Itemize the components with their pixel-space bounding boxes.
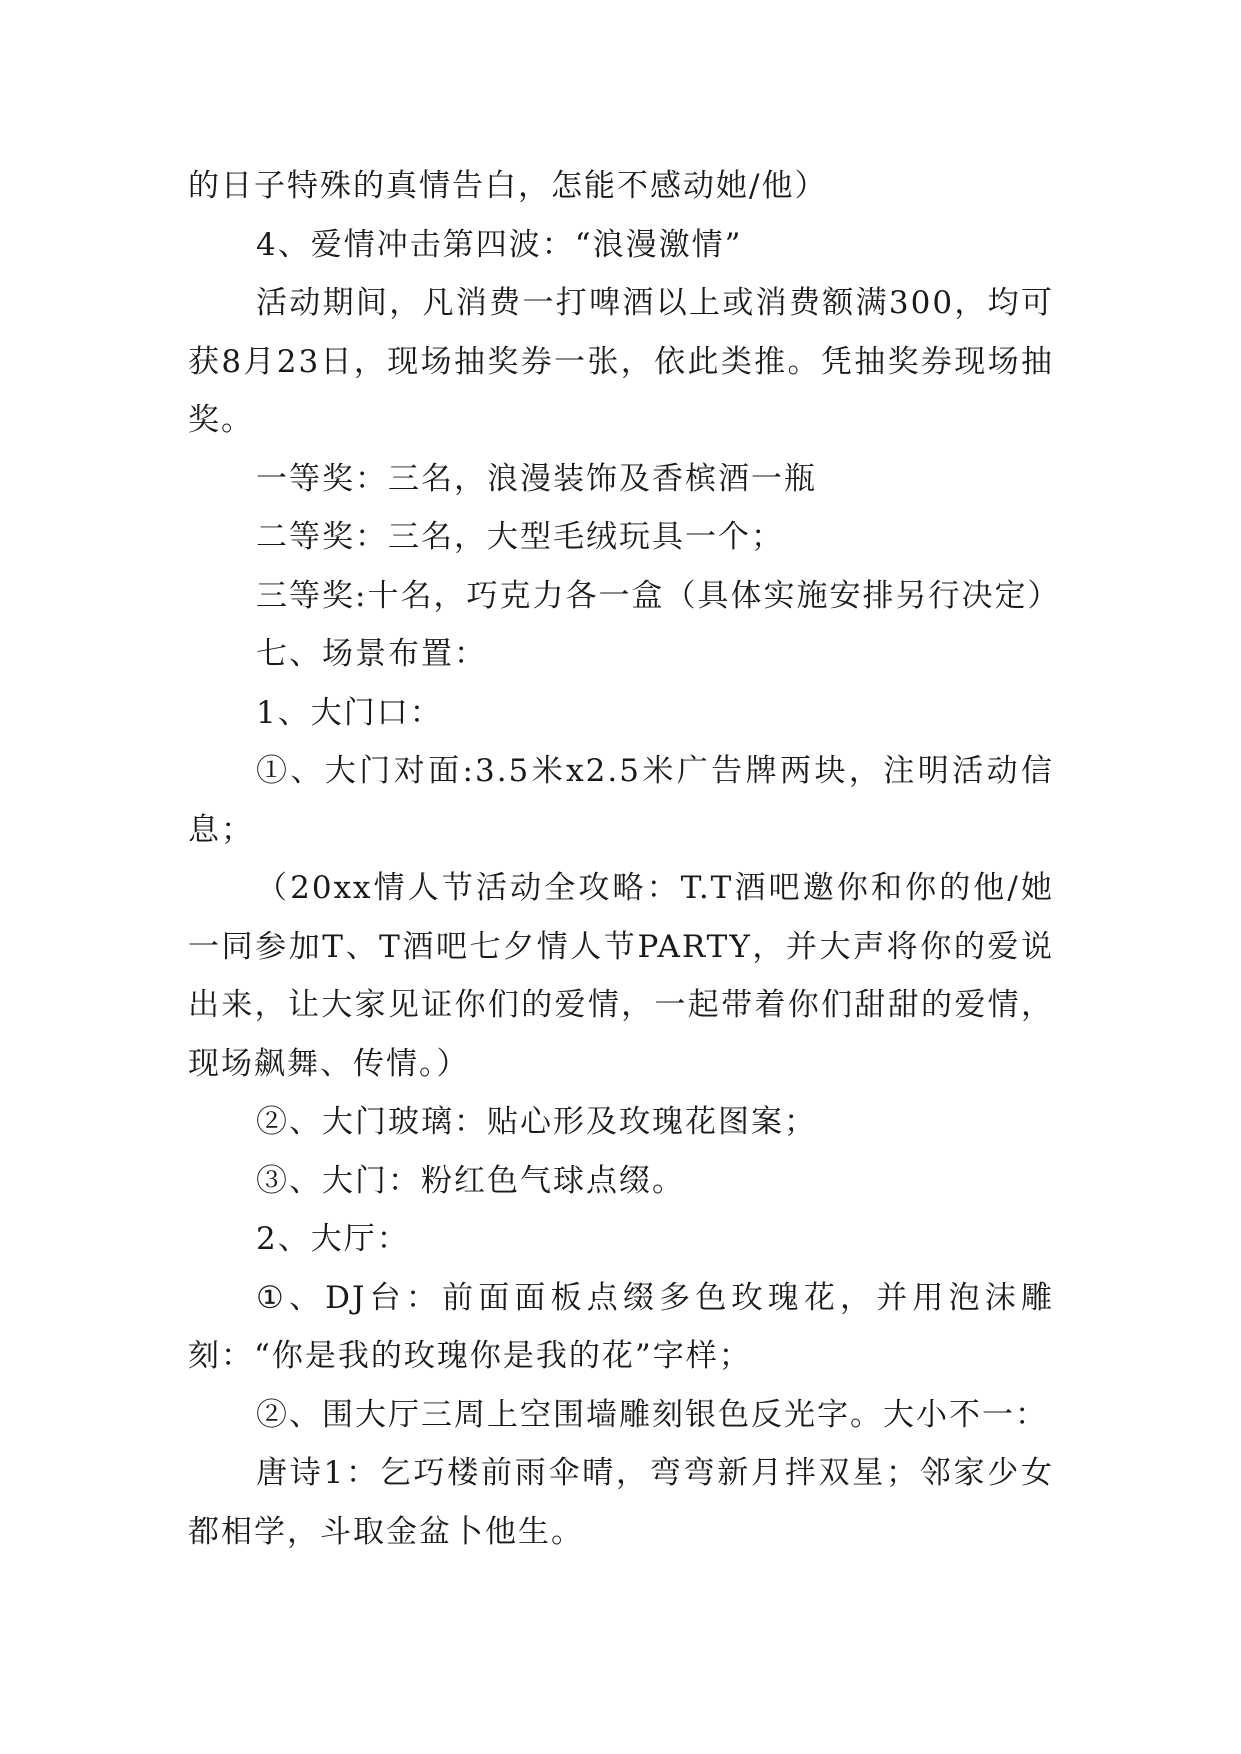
paragraph-section-4-title: 4、爱情冲击第四波：“浪漫激情” bbox=[256, 226, 743, 263]
heading-scene-layout: 七、场景布置： bbox=[256, 636, 487, 672]
paragraph-entrance-billboard: ①、大门对面:3.5米x2.5米广告牌两块，注明活动信息； bbox=[188, 753, 1054, 848]
heading-main-entrance: 1、大门口： bbox=[256, 694, 443, 731]
paragraph-first-prize: 一等奖：三名，浪漫装饰及香槟酒一瓶 bbox=[256, 460, 817, 497]
heading-hall: 2、大厅： bbox=[256, 1221, 410, 1257]
paragraph-dj-booth: ①、DJ台：前面面板点缀多色玫瑰花，并用泡沫雕刻：“你是我的玫瑰你是我的花”字样； bbox=[188, 1279, 1054, 1374]
paragraph-billboard-text: （20xx情人节活动全攻略：T.T酒吧邀你和你的他/她一同参加T、T酒吧七夕情人节PARTY，并大声将你的爱说出来，让大家见证你们的爱情，一起带着你们甜甜的爱情，现场飙舞、传情。） bbox=[188, 870, 1054, 1082]
paragraph-tang-poem-1: 唐诗1：乞巧楼前雨伞晴，弯弯新月拌双星；邻家少女都相学，斗取金盆卜他生。 bbox=[188, 1455, 1054, 1550]
paragraph-entrance-glass: ②、大门玻璃：贴心形及玫瑰花图案； bbox=[256, 1104, 817, 1140]
document-body bbox=[188, 157, 1061, 1561]
paragraph-entrance-balloons: ③、大门：粉红色气球点缀。 bbox=[256, 1162, 685, 1199]
paragraph-hall-walls: ②、围大厅三周上空围墙雕刻银色反光字。大小不一： bbox=[256, 1396, 1048, 1433]
paragraph-activity-period: 活动期间，凡消费一打啤酒以上或消费额满300，均可获8月23日，现场抽奖券一张，依此类推。凭抽奖券现场抽奖。 bbox=[188, 285, 1054, 438]
paragraph-continuation: 的日子特殊的真情告白，怎能不感动她/他） bbox=[188, 168, 828, 204]
paragraph-third-prize: 三等奖:十名，巧克力各一盒（具体实施安排另行决定） bbox=[256, 577, 1061, 614]
paragraph-second-prize: 二等奖：三名，大型毛绒玩具一个； bbox=[256, 519, 784, 555]
